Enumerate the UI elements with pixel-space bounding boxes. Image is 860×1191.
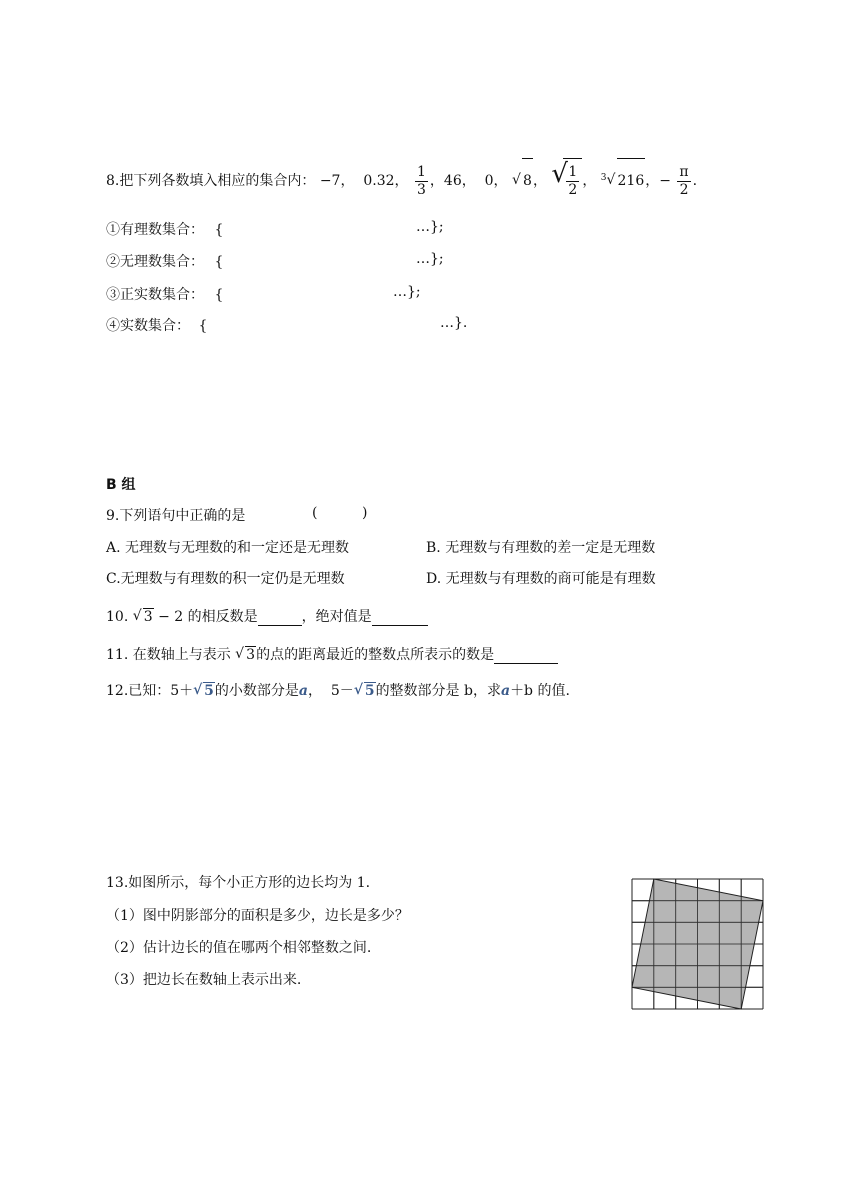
q9-answer-paren: ( )	[312, 505, 368, 521]
q8-comma-1: ，	[532, 173, 547, 189]
q12-text-3: ， 5－	[308, 683, 354, 699]
q10-text-2: ，绝对值是	[301, 609, 372, 625]
q8-set-irrational	[106, 251, 444, 271]
q12-sqrt-5-b: √ 5	[353, 682, 375, 699]
q12-var-a: a	[298, 683, 308, 699]
q8-num-46: ，46，	[429, 173, 476, 189]
q12-var-a-2: a	[500, 683, 511, 699]
q8-set-real	[106, 315, 468, 335]
q8-end: .	[692, 173, 698, 189]
q12-text-4: 的整数部分是 b，求	[375, 683, 501, 699]
set-label: ③正实数集合：	[106, 287, 204, 303]
q10-number: 10.	[106, 609, 129, 625]
q10-text: − 2 的相反数是	[158, 609, 258, 625]
q9-prompt-line	[106, 505, 368, 525]
q12-text-5: ＋b 的值.	[510, 683, 570, 699]
q8-set-rational	[106, 219, 444, 239]
q13-sub-1: （1）图中阴影部分的面积是多少，边长是多少？	[106, 908, 409, 924]
set-close: …};	[393, 284, 421, 300]
q12-line	[106, 680, 570, 700]
set-label: ②无理数集合：	[106, 254, 204, 270]
set-open: {	[214, 222, 224, 238]
q8-cbrt-216: $^3$ √ 216	[601, 173, 645, 189]
q13-grid-figure	[631, 877, 765, 1013]
q12-text-2: 的小数部分是	[214, 683, 299, 699]
set-close: …};	[416, 219, 444, 235]
set-open: {	[214, 287, 224, 303]
q9-option-c: C.无理数与有理数的积一定仍是无理数	[106, 571, 345, 587]
q10-line	[106, 606, 428, 626]
q11-text: 11. 在数轴上与表示	[106, 647, 231, 663]
q8-frac-one-third: $\frac{1}{3}$	[416, 163, 426, 198]
q11-blank[interactable]	[494, 647, 558, 664]
set-open: {	[214, 254, 224, 270]
set-close: …}.	[440, 315, 468, 331]
q10-sqrt-3: √ 3	[132, 608, 153, 625]
q8-line	[106, 158, 697, 203]
q8-neg: ，−	[645, 173, 671, 189]
q11-line	[106, 644, 558, 664]
q9-prompt: 9.下列语句中正确的是	[106, 508, 246, 524]
q11-sqrt-3: √ 3	[235, 646, 256, 663]
q9-option-a: A. 无理数与无理数的和一定还是无理数	[106, 540, 350, 556]
q8-comma-2: ，	[582, 173, 597, 189]
q11-text-2: 的点的距离最近的整数点所表示的数是	[256, 647, 495, 663]
q8-num-0: 0，	[484, 173, 508, 189]
q10-blank-absolute[interactable]	[372, 609, 428, 626]
q8-frac-pi-half: $\frac{\pi}{2}$	[679, 163, 689, 198]
q8-set-positive-real	[106, 284, 421, 304]
q12-text: 12.已知：5＋	[106, 683, 194, 699]
set-close: …};	[416, 251, 444, 267]
q8-num-neg7: −7，	[319, 173, 355, 189]
q8-sqrt-8: √ 8	[512, 158, 533, 203]
q12-sqrt-5-a: √ 5	[193, 682, 214, 699]
q13-sub-2: （2）估计边长的值在哪两个相邻整数之间.	[106, 940, 372, 956]
q10-blank-opposite[interactable]	[258, 609, 302, 626]
q8-sqrt-half: √ $\frac{1}{2}$	[551, 158, 582, 203]
set-label: ④实数集合：	[106, 318, 190, 334]
q13-sub-3: （3）把边长在数轴上表示出来.	[106, 972, 302, 988]
q8-num-032: 0.32，	[363, 173, 409, 189]
set-label: ①有理数集合：	[106, 222, 204, 238]
q13-prompt: 13.如图所示，每个小正方形的边长均为 1.	[106, 875, 371, 891]
q8-prompt: 8.把下列各数填入相应的集合内：	[106, 173, 316, 189]
q9-option-d: D. 无理数与有理数的商可能是有理数	[426, 571, 656, 587]
group-b-heading: B 组	[106, 477, 136, 493]
set-open: {	[198, 318, 208, 334]
q9-option-b: B. 无理数与有理数的差一定是无理数	[426, 540, 656, 556]
